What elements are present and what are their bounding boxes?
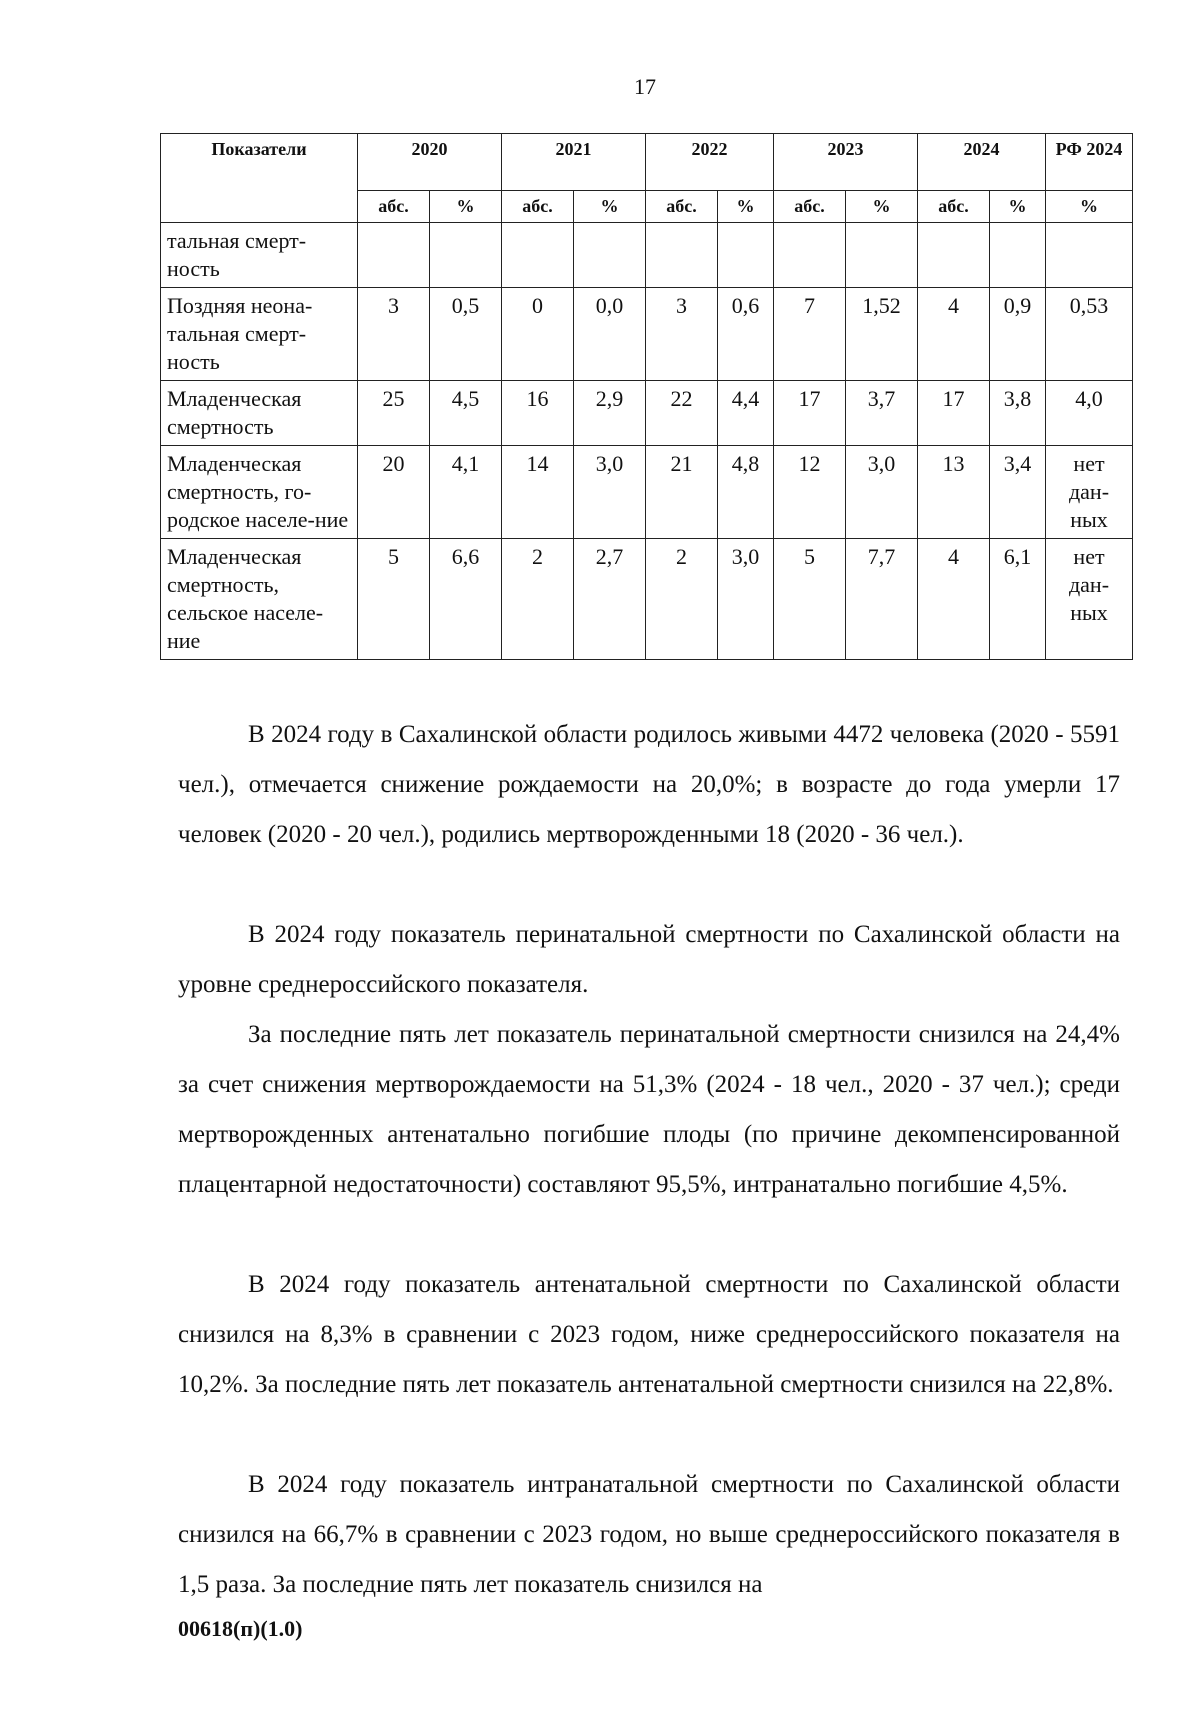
table-cell: 17 (918, 381, 990, 446)
table-header-row (161, 134, 1133, 191)
table-cell: 12 (774, 446, 846, 539)
table-cell: 3,0 (718, 539, 774, 660)
table-cell: 20 (358, 446, 430, 539)
table-cell: 0,0 (574, 288, 646, 381)
table-cell: 4,0 (1046, 381, 1133, 446)
table-body (161, 223, 1133, 660)
table-cell: 0,5 (430, 288, 502, 381)
subheader-abs: абс. (358, 191, 430, 223)
table-cell: 2 (646, 539, 718, 660)
table-cell: 0,9 (990, 288, 1046, 381)
header-year-2022: 2022 (646, 134, 774, 191)
row-label: Младенческая смертность, сельское населе-ние (161, 539, 358, 660)
table-cell: 0 (502, 288, 574, 381)
table-cell: 3,8 (990, 381, 1046, 446)
table-row (161, 223, 1133, 288)
table-cell: 2,7 (574, 539, 646, 660)
subheader-abs: абс. (774, 191, 846, 223)
table-cell: 4 (918, 539, 990, 660)
table-cell: 6,1 (990, 539, 1046, 660)
header-year-2021: 2021 (502, 134, 646, 191)
subheader-pct: % (1046, 191, 1133, 223)
paragraph-five-year: За последние пять лет показатель перинатальной смертности снизился на 24,4% за счет снижения мертворождаемости на 51,3% (2024 - 18 чел., 2020 - 37 чел.); среди мертворожденных антенатально погибшие плоды (по причине декомпенсированной плацентарной недостаточности) составляют 95,5%, интранатально погибшие 4,5%. (178, 1021, 1120, 1198)
table-cell: 2 (502, 539, 574, 660)
table-cell: 21 (646, 446, 718, 539)
paragraph-antenatal: В 2024 году показатель антенатальной смертности по Сахалинской области снизился на 8,3% в сравнении с 2023 годом, ниже среднероссийского показателя на 10,2%. За последние пять лет показатель антенатальной смертности снизился на 22,8%. (178, 1271, 1120, 1398)
table-row (161, 446, 1133, 539)
table-row (161, 381, 1133, 446)
row-label: тальная смерт-ность (161, 223, 358, 288)
table-cell: 7,7 (846, 539, 918, 660)
table-cell: 13 (918, 446, 990, 539)
table-cell: 22 (646, 381, 718, 446)
table-cell: 14 (502, 446, 574, 539)
subheader-pct: % (846, 191, 918, 223)
header-indicator: Показатели (161, 134, 358, 223)
header-rf-2024: РФ 2024 (1046, 134, 1133, 191)
table-cell (774, 223, 846, 288)
table-cell: 6,6 (430, 539, 502, 660)
table-cell: 4 (918, 288, 990, 381)
table-cell (990, 223, 1046, 288)
table-cell: нет дан-ных (1046, 539, 1133, 660)
header-year-2020: 2020 (358, 134, 502, 191)
table-cell: 7 (774, 288, 846, 381)
table-cell: 4,4 (718, 381, 774, 446)
row-label: Младенческая смертность, го-родское населе-ние (161, 446, 358, 539)
table-cell (846, 223, 918, 288)
table-cell (502, 223, 574, 288)
header-year-2024: 2024 (918, 134, 1046, 191)
subheader-pct: % (430, 191, 502, 223)
row-label: Младенческая смертность (161, 381, 358, 446)
subheader-abs: абс. (646, 191, 718, 223)
table-cell (358, 223, 430, 288)
paragraph-births: В 2024 году в Сахалинской области родилось живыми 4472 человека (2020 - 5591 чел.), отмечается снижение рождаемости на 20,0%; в возрасте до года умерли 17 человек (2020 - 20 чел.), родились мертворожденными 18 (2020 - 36 чел.). (178, 721, 1120, 848)
table-cell (574, 223, 646, 288)
table-row (161, 288, 1133, 381)
table-cell: 4,8 (718, 446, 774, 539)
table-cell: 3,4 (990, 446, 1046, 539)
table-cell: 0,53 (1046, 288, 1133, 381)
table-cell (918, 223, 990, 288)
table-cell: нет дан-ных (1046, 446, 1133, 539)
page-number: 17 (634, 74, 656, 99)
table-cell: 5 (774, 539, 846, 660)
table-cell (1046, 223, 1133, 288)
document-code: 00618(п)(1.0) (178, 1616, 303, 1641)
table-cell: 3,0 (846, 446, 918, 539)
table-cell: 2,9 (574, 381, 646, 446)
statistics-table (160, 133, 1133, 660)
table-cell: 3 (358, 288, 430, 381)
table-cell: 17 (774, 381, 846, 446)
table-cell (646, 223, 718, 288)
table-row (161, 539, 1133, 660)
table-cell: 4,5 (430, 381, 502, 446)
table-cell: 0,6 (718, 288, 774, 381)
table-cell (430, 223, 502, 288)
table-cell: 3,7 (846, 381, 918, 446)
table-cell: 16 (502, 381, 574, 446)
paragraph-intranatal: В 2024 году показатель интранатальной смертности по Сахалинской области снизился на 66,7% в сравнении с 2023 годом, но выше среднероссийского показателя в 1,5 раза. За последние пять лет показатель снизился на (178, 1471, 1120, 1598)
subheader-pct: % (574, 191, 646, 223)
subheader-pct: % (718, 191, 774, 223)
table-cell: 5 (358, 539, 430, 660)
table-cell: 3,0 (574, 446, 646, 539)
header-year-2023: 2023 (774, 134, 918, 191)
table-cell: 4,1 (430, 446, 502, 539)
subheader-pct: % (990, 191, 1046, 223)
table-cell: 25 (358, 381, 430, 446)
table-cell (718, 223, 774, 288)
row-label: Поздняя неона-тальная смерт-ность (161, 288, 358, 381)
subheader-abs: абс. (918, 191, 990, 223)
subheader-abs: абс. (502, 191, 574, 223)
table-cell: 1,52 (846, 288, 918, 381)
table-cell: 3 (646, 288, 718, 381)
paragraph-perinatal: В 2024 году показатель перинатальной смертности по Сахалинской области на уровне среднероссийского показателя. (178, 921, 1120, 998)
